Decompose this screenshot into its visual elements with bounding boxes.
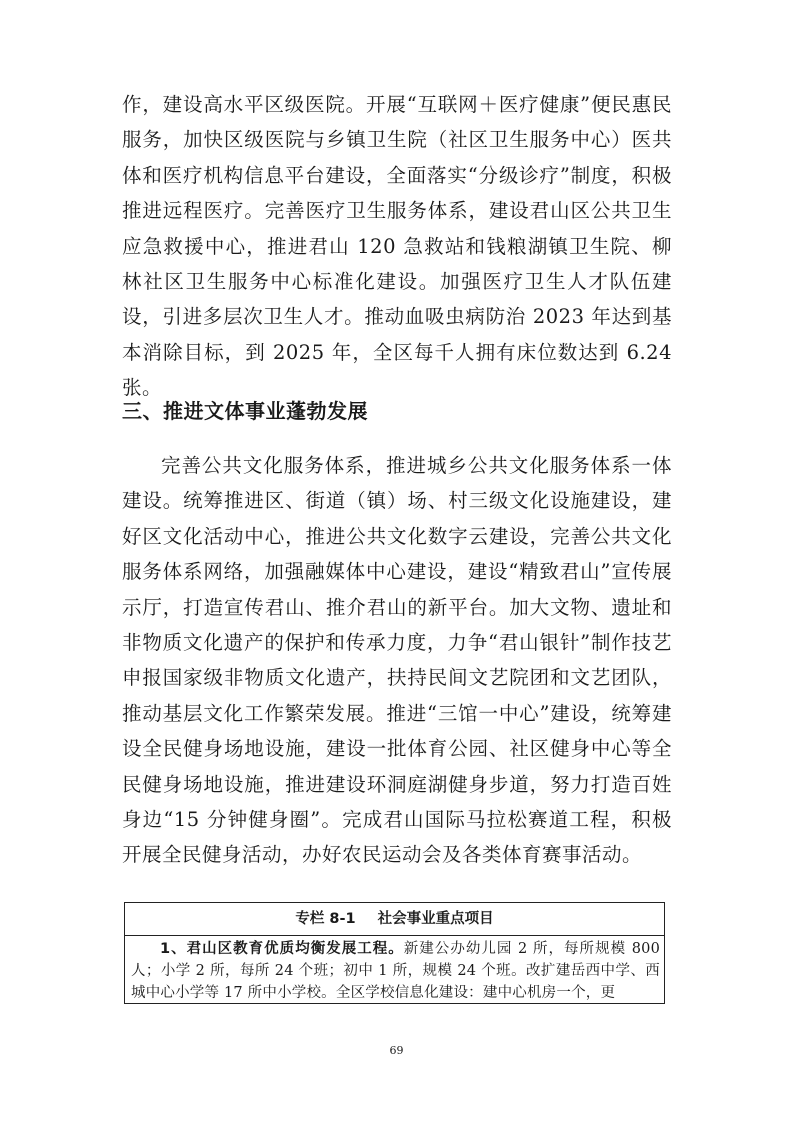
body-paragraph-continuation: 作，建设高水平区级医院。开展“互联网＋医疗健康”便民惠民服务，加快区级医院与乡镇卫生院（社区卫生服务中心）医共体和医疗机构信息平台建设，全面落实“分级诊疗”制度，积极推进远程医疗。完善医疗卫生服务体系，建设君山区公共卫生应急救援中心，推进君山 120 急救站和钱粮湖镇卫生院、柳林社区卫生服务中心标准化建设。加强医疗卫生人才队伍建设，引进多层次卫生人才。推动血吸虫病防治 2023 年达到基本消除目标，到 2025 年，全区每千人拥有床位数达到 6.24 张。 (122, 93, 672, 400)
special-column-item (125, 936, 664, 1004)
special-column-box (124, 902, 665, 1004)
item-heading: 1、君山区教育优质均衡发展工程。 (160, 941, 404, 957)
item-text: 新建公办幼儿园 2 所，每所规模 800 人；小学 2 所，每所 24 个班；初中 1 所，规模 24 个班。改扩建岳西中学、西城中心小学等 17 所中小学校。全区学校信息化建设：建中心机房一个，更 (131, 941, 660, 1001)
section-heading: 三、推进文体事业蓬勃发展 (122, 399, 368, 423)
body-paragraph-culture-sports: 完善公共文化服务体系，推进城乡公共文化服务体系一体建设。统筹推进区、街道（镇）场、村三级文化设施建设，建好区文化活动中心，推进公共文化数字云建设，完善公共文化服务体系网络，加强融媒体中心建设，建设“精致君山”宣传展示厅，打造宣传君山、推介君山的新平台。加大文物、遗址和非物质文化遗产的保护和传承力度，力争“君山银针”制作技艺申报国家级非物质文化遗产，扶持民间文艺院团和文艺团队，推动基层文化工作繁荣发展。推进“三馆一中心”建设，统筹建设全民健身场地设施，建设一批体育公园、社区健身中心等全民健身场地设施，推进建设环洞庭湖健身步道，努力打造百姓身边“15 分钟健身圈”。完成君山国际马拉松赛道工程，积极开展全民健身活动，办好农民运动会及各类体育赛事活动。 (122, 454, 672, 867)
special-column-name: 社会事业重点项目 (377, 911, 494, 927)
special-column-label: 专栏 8-1 (295, 911, 356, 927)
special-column-title (125, 903, 664, 936)
page-number: 69 (389, 1044, 404, 1057)
